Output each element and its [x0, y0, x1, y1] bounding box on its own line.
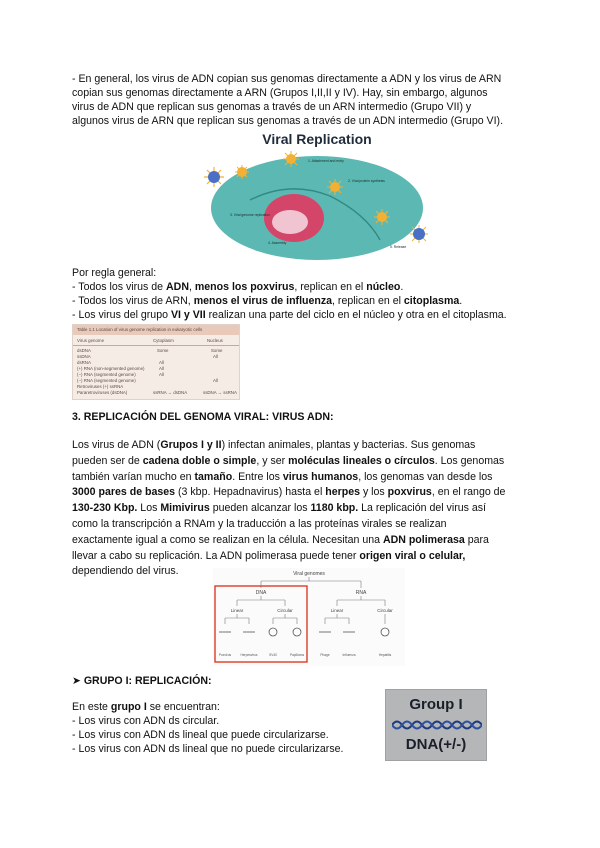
viral-figure-label: 4. Assembly [268, 241, 287, 245]
group-1-intro: En este grupo I se encuentran: [72, 701, 220, 713]
tree-linear-label: Linear [330, 608, 344, 613]
rule-item: - Todos los virus de ADN, menos los poxvirus, replican en el núcleo. [72, 281, 404, 293]
table-cell: Retroviruses (+) ssRNA [77, 384, 124, 389]
table-header-cell: Nucleus [207, 338, 223, 343]
tree-leaf-label: Papilloma [290, 653, 304, 657]
virus-particle [413, 228, 425, 240]
section-3-title [72, 410, 528, 424]
intro-line: - En general, los virus de ADN copian sus genomas directamente a ADN y los virus de ARN [72, 73, 502, 85]
tree-leaf-label: Poxvirus [218, 653, 232, 657]
table-cell: All [159, 372, 164, 377]
group-1-item: - Los virus con ADN ds lineal que no puede circularizarse. [72, 743, 344, 755]
paragraph-line: como la transcripción a RNAm y la traducción a las proteínas virales se realizan [72, 517, 447, 530]
tree-leaf-label: Hepatitis [378, 653, 392, 657]
viral-figure-label: 3. Viral genome replication [230, 213, 271, 217]
nucleolus [272, 210, 308, 234]
table-cell: All [213, 354, 218, 359]
general-rule-heading: Por regla general: [72, 267, 157, 279]
viral-figure-label: 2. Viral protein synthesis [348, 179, 385, 183]
virus-particle [286, 154, 296, 164]
paragraph-line: 3000 pares de bases (3 kbp. Hepadnavirus) hasta el herpes y los poxvirus, en el rango de [72, 486, 506, 499]
group-1-heading-text: ➤ GRUPO I: REPLICACIÓN: [72, 675, 212, 687]
dna-helix-icon [392, 718, 482, 732]
tree-leaf-label: SV40 [269, 653, 277, 657]
paragraph-line: exactamente igual a como se realizan en la célula. Necesitan una ADN polimerasa para [72, 533, 489, 546]
general-rule-section [72, 266, 528, 322]
section-3-title-text: 3. REPLICACIÓN DEL GENOMA VIRAL: VIRUS ADN: [72, 411, 334, 423]
table-cell: (−) RNA (segmented genome) [77, 372, 136, 377]
table-cell: All [213, 378, 218, 383]
table-cell: All [159, 360, 164, 365]
viral-replication-figure [190, 130, 444, 264]
table-cell: ssRNA → dsDNA [153, 390, 188, 395]
paragraph-line: dependiendo del virus. [72, 565, 179, 578]
group-1-item: - Los virus con ADN ds circular. [72, 715, 220, 727]
tree-background [213, 568, 405, 666]
replication-location-table [72, 324, 240, 400]
group-1-item: - Los virus con ADN ds lineal que puede circularizarse. [72, 729, 329, 741]
viral-figure-label: 1. Attachment and entry [308, 159, 344, 163]
group-1-heading [72, 674, 528, 688]
table-header-cell: Cytoplasm [153, 338, 174, 343]
group-1-image [385, 689, 487, 761]
tree-circular-label: Circular [377, 608, 393, 613]
table-header-cell: Virus genome [77, 338, 105, 343]
table-cell: All [159, 366, 164, 371]
intro-line: algunos virus de ARN que replican sus genomas a través de un ADN intermedio (Grupo VI). [72, 115, 504, 127]
group-1-list [72, 700, 372, 756]
paragraph-line: también varían mucho en tamaño. Entre los virus humanos, los genomas van desde los [72, 470, 493, 483]
virus-particle [237, 167, 247, 177]
viral-figure-title: Viral Replication [262, 131, 372, 147]
intro-paragraph [72, 72, 528, 128]
tree-dna-label: DNA [255, 590, 267, 596]
virus-particle [377, 212, 387, 222]
table-cell: ssDNA → ssRNA [203, 390, 237, 395]
virus-particle [330, 182, 340, 192]
table-caption: Table 1.1 Location of virus genome replication in eukaryotic cells [77, 327, 203, 332]
virus-particle [208, 171, 220, 183]
rule-item: - Los virus del grupo VI y VII realizan una parte del ciclo en el núcleo y otra en el citoplasma. [72, 309, 507, 321]
tree-circular-label: Circular [277, 608, 293, 613]
rule-item: - Todos los virus de ARN, menos el virus de influenza, replican en el citoplasma. [72, 295, 463, 307]
viral-genome-tree-figure [213, 568, 405, 666]
paragraph-line: Los virus de ADN (Grupos I y II) infectan animales, plantas y bacterias. Sus genomas [72, 439, 476, 451]
table-cell: Pararetroviruses (dsDNA) [77, 390, 128, 395]
table-cell: Some [211, 348, 223, 353]
table-cell: dsDNA [77, 348, 91, 353]
tree-leaf-label: Herpesvirus [240, 653, 258, 657]
tree-leaf-label: Phage [320, 653, 330, 657]
paragraph-line: llevar a cabo su replicación. La ADN polimerasa puede tener origen viral o celular, [72, 549, 466, 562]
viral-figure-label: 5. Release [390, 245, 407, 249]
table-cell: (−) RNA (segmented genome) [77, 378, 136, 383]
intro-line: copian sus genomas directamente a ARN (Grupos I,II,II y IV). Hay, sin embargo, algunos [72, 87, 488, 99]
table-cell: dsRNA [77, 360, 91, 365]
table-cell: (+) RNA (non-segmented genome) [77, 366, 145, 371]
table-cell: Some [157, 348, 169, 353]
tree-leaf-label: Influenza [342, 653, 356, 657]
section-3-paragraph [72, 438, 528, 580]
group-image-subtitle: DNA(+/-) [405, 736, 467, 753]
table-cell: ssDNA [77, 354, 91, 359]
viral-genome-tree [213, 568, 405, 666]
group-image-title: Group I [409, 696, 463, 713]
intro-line: virus de ADN que replican sus genomas a través de un ARN intermedio (Grupo VII) y [72, 101, 472, 113]
tree-root-label: Viral genomes [293, 571, 325, 577]
paragraph-line: pueden ser de cadena doble o simple, y ser moléculas lineales o círculos. Los genomas [72, 454, 505, 467]
viral-replication-illustration [190, 130, 444, 264]
paragraph-line: 130-230 Kbp. Los Mimivirus pueden alcanzar los 1180 kbp. La replicación del virus así [72, 502, 486, 515]
tree-rna-label: RNA [355, 590, 367, 596]
tree-linear-label: Linear [230, 608, 244, 613]
